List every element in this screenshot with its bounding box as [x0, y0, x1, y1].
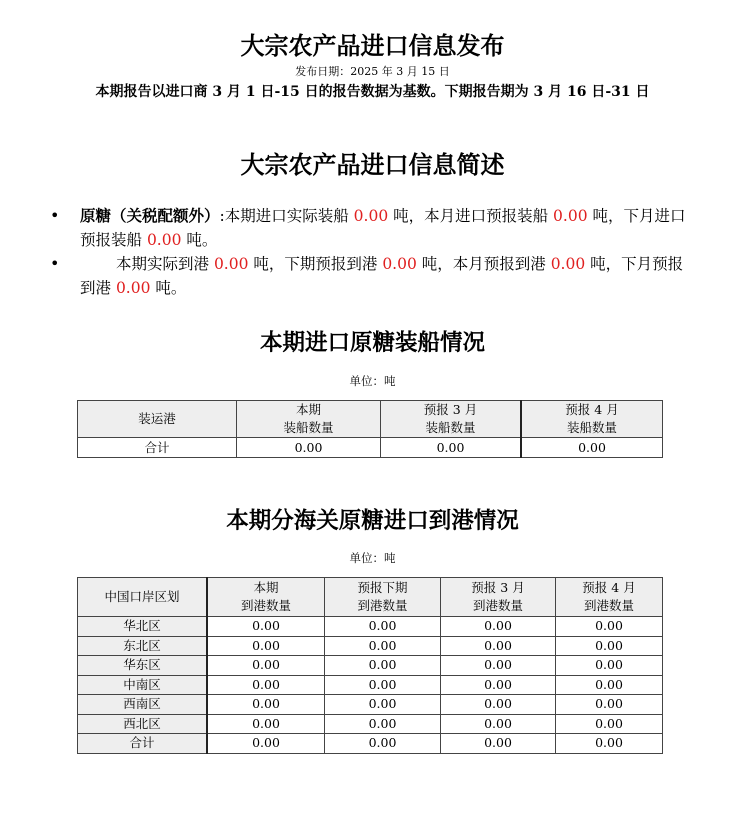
column-header-line: 本期	[253, 580, 279, 595]
table-row	[78, 714, 663, 734]
table-header-row	[78, 578, 663, 617]
column-header-line: 到港数量	[357, 598, 408, 613]
column-header-region: 中国口岸区划	[78, 578, 208, 617]
table-row	[78, 695, 663, 715]
table-cell: 0.00	[441, 656, 556, 676]
row-label: 华北区	[78, 617, 208, 637]
table-cell: 0.00	[207, 675, 325, 695]
arrival-unit-label: 单位：吨	[349, 551, 396, 565]
table-row	[78, 734, 663, 754]
column-header-forecast-march	[381, 401, 522, 438]
table-row	[78, 675, 663, 695]
summary-item-sugar-arrival	[50, 252, 690, 300]
table-cell: 0.00	[207, 734, 325, 754]
table-cell: 0.00	[207, 714, 325, 734]
table-cell: 0.00	[325, 675, 441, 695]
column-header-line: 预报 3 月	[471, 580, 525, 595]
summary-value: 0.00	[353, 207, 389, 225]
summary-text: 吨，本月预报到港	[416, 255, 551, 273]
summary-value: 0.00	[146, 231, 182, 249]
table-cell: 0.00	[325, 734, 441, 754]
commodity-label: 原糖（关税配额外）	[80, 206, 220, 225]
summary-text: 吨。	[150, 279, 187, 297]
bullet-icon: •	[50, 206, 60, 225]
table-cell: 0.00	[325, 617, 441, 637]
page-title: 大宗农产品进口信息发布	[240, 31, 505, 60]
publish-date: 发布日期：2025 年 3 月 15 日	[295, 65, 450, 78]
table-cell: 0.00	[556, 695, 663, 715]
table-cell: 0.00	[207, 617, 325, 637]
column-header-forecast-next-period	[325, 578, 441, 617]
row-label: 华东区	[78, 656, 208, 676]
summary-text: 吨，下期预报到港	[248, 255, 383, 273]
table-cell: 0.00	[207, 636, 325, 656]
row-label: 合计	[78, 734, 208, 754]
summary-list	[50, 204, 690, 300]
summary-item-sugar-shipment	[50, 204, 690, 252]
table-cell: 0.00	[325, 636, 441, 656]
column-header-line: 装船数量	[283, 420, 334, 435]
bullet-icon: •	[50, 254, 60, 273]
summary-value: 0.00	[550, 255, 586, 273]
summary-text: 吨，本月进口预报装船	[388, 207, 554, 225]
table-row	[78, 617, 663, 637]
table-cell: 0.00	[381, 438, 522, 458]
table-cell: 0.00	[521, 438, 663, 458]
table-cell: 0.00	[441, 617, 556, 637]
table-row	[78, 656, 663, 676]
row-label: 中南区	[78, 675, 208, 695]
table-cell: 0.00	[237, 438, 381, 458]
shipment-table	[77, 400, 663, 458]
column-header-line: 到港数量	[472, 598, 523, 613]
table-cell: 0.00	[441, 714, 556, 734]
summary-text: :本期进口实际装船	[219, 207, 354, 225]
table-cell: 0.00	[325, 714, 441, 734]
column-header-line: 本期	[295, 402, 321, 417]
row-label: 西南区	[78, 695, 208, 715]
table-cell: 0.00	[556, 656, 663, 676]
table-cell: 0.00	[441, 695, 556, 715]
summary-text: 吨，下月预报到港	[80, 255, 684, 297]
column-header-line: 装船数量	[566, 420, 617, 435]
column-header-forecast-april	[556, 578, 663, 617]
shipment-section-title: 本期进口原糖装船情况	[259, 330, 485, 356]
table-cell: 0.00	[556, 734, 663, 754]
table-cell: 0.00	[556, 636, 663, 656]
column-header-line: 预报 3 月	[423, 402, 478, 417]
summary-value: 0.00	[553, 207, 588, 225]
arrival-section-title: 本期分海关原糖进口到港情况	[226, 508, 519, 534]
summary-value: 0.00	[115, 279, 151, 297]
row-label: 合计	[78, 438, 237, 458]
column-header-port: 装运港	[78, 401, 237, 438]
summary-text: 吨。	[181, 231, 218, 249]
column-header-current-arrival	[207, 578, 325, 617]
table-cell: 0.00	[207, 695, 325, 715]
summary-title: 大宗农产品进口信息简述	[240, 150, 505, 179]
table-cell: 0.00	[441, 734, 556, 754]
table-row	[78, 636, 663, 656]
row-label: 东北区	[78, 636, 208, 656]
column-header-line: 预报下期	[357, 580, 408, 595]
summary-value: 0.00	[382, 255, 417, 273]
table-row	[78, 438, 663, 458]
summary-text: 吨，下月进口预报装船	[80, 207, 686, 249]
table-header-row	[78, 401, 663, 438]
shipment-unit-label: 单位：吨	[349, 374, 396, 388]
summary-text: 本期实际到港	[116, 255, 214, 273]
column-header-line: 预报 4 月	[565, 402, 619, 417]
table-cell: 0.00	[441, 675, 556, 695]
row-label: 西北区	[78, 714, 208, 734]
table-cell: 0.00	[325, 695, 441, 715]
table-cell: 0.00	[325, 656, 441, 676]
column-header-forecast-april	[521, 401, 663, 438]
table-cell: 0.00	[556, 617, 663, 637]
table-cell: 0.00	[556, 675, 663, 695]
column-header-line: 到港数量	[583, 598, 634, 613]
table-cell: 0.00	[441, 636, 556, 656]
table-cell: 0.00	[207, 656, 325, 676]
summary-value: 0.00	[213, 255, 249, 273]
column-header-line: 到港数量	[240, 598, 291, 613]
arrival-table	[77, 577, 663, 754]
column-header-forecast-march	[441, 578, 556, 617]
report-period-note: 本期报告以进口商 3 月 1 日-15 日的报告数据为基数。下期报告期为 3 月 16 日-31 日	[95, 84, 650, 100]
column-header-line: 装船数量	[425, 420, 476, 435]
table-cell: 0.00	[556, 714, 663, 734]
column-header-line: 预报 4 月	[582, 580, 636, 595]
column-header-current-shipment	[237, 401, 381, 438]
arrival-table-body	[78, 617, 663, 754]
